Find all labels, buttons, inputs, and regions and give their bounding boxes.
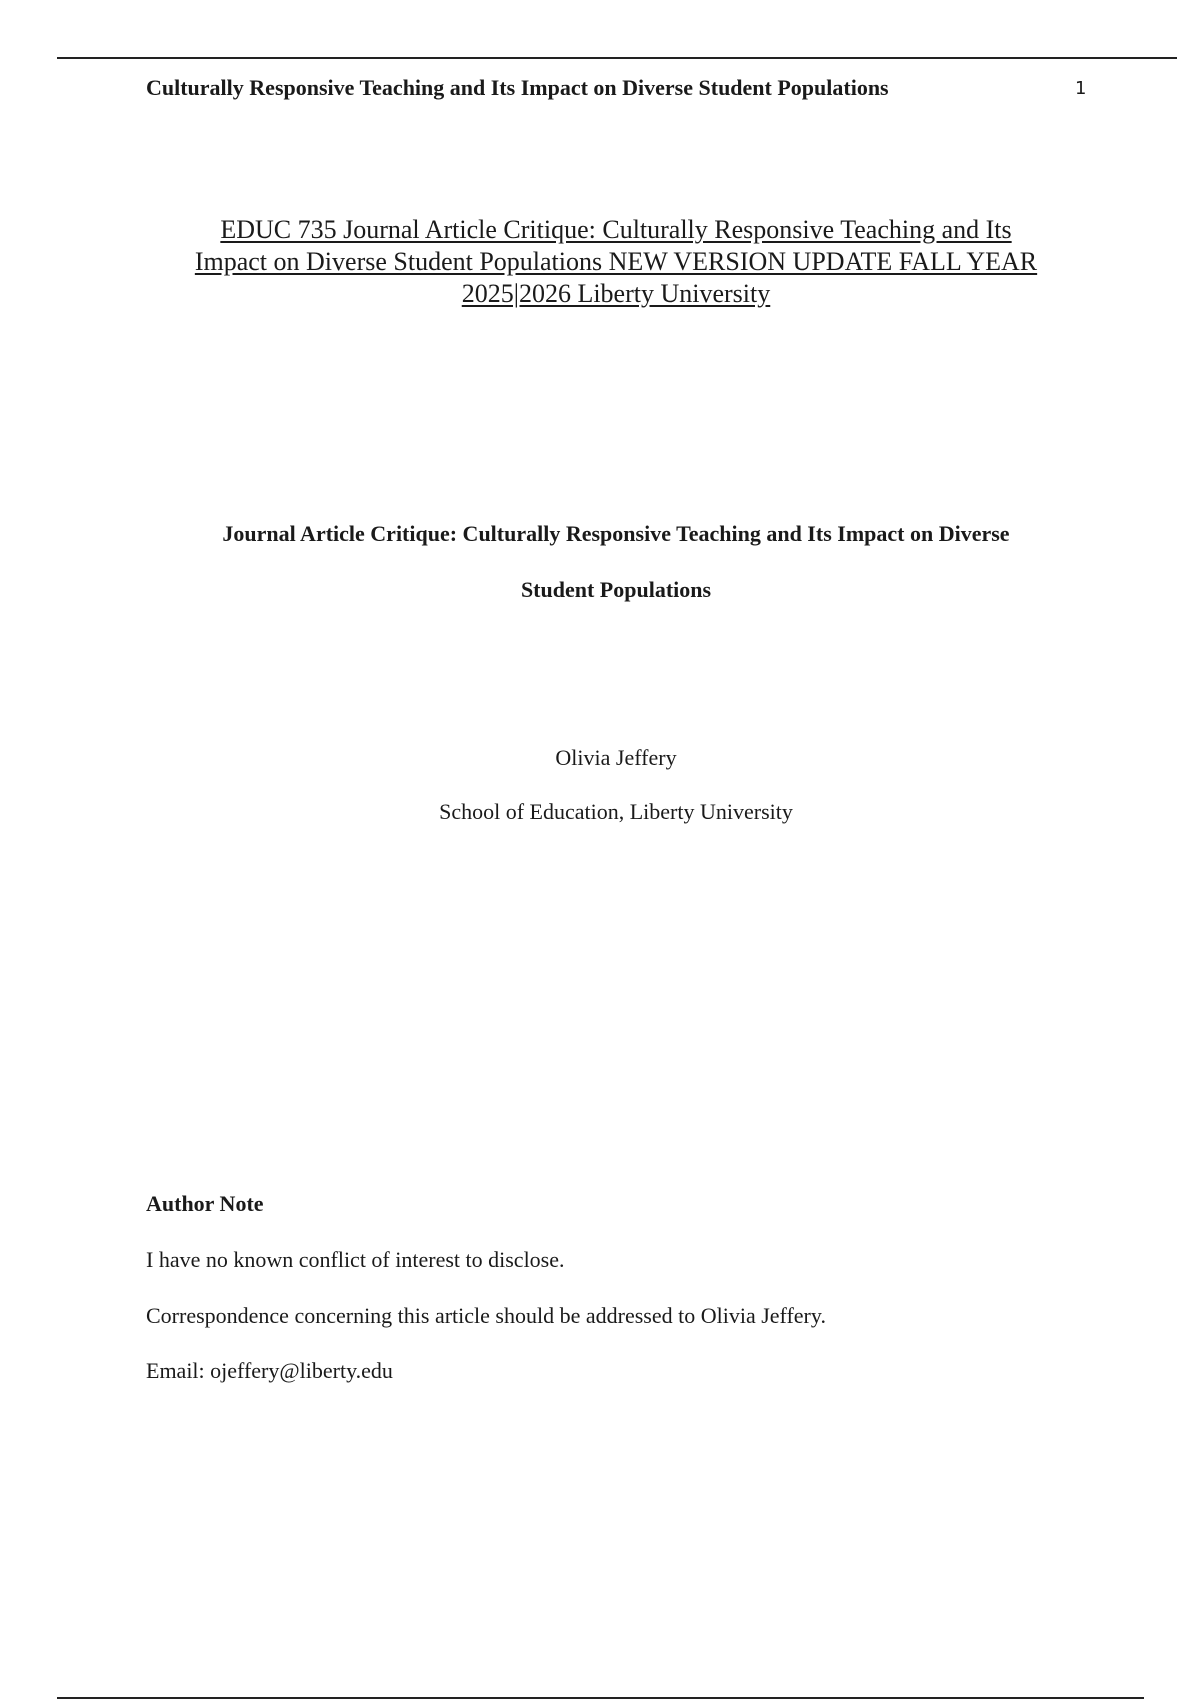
author-note-heading: Author Note: [146, 1191, 264, 1216]
paper-title-line-1: Journal Article Critique: Culturally Responsive Teaching and Its Impact on Diverse: [222, 521, 1010, 546]
page-number: 1: [1075, 78, 1087, 99]
bottom-rule: [57, 1697, 1144, 1699]
conflict-of-interest-statement: I have no known conflict of interest to disclose.: [146, 1247, 565, 1272]
document-title-line-1: EDUC 735 Journal Article Critique: Culturally Responsive Teaching and Its: [220, 215, 1012, 244]
paper-title-line-2: Student Populations: [520, 577, 712, 602]
document-title-line-2: Impact on Diverse Student Populations NEW VERSION UPDATE FALL YEAR: [194, 247, 1038, 276]
running-head: Culturally Responsive Teaching and Its Impact on Diverse Student Populations: [146, 75, 889, 100]
email-line: Email: ojeffery@liberty.edu: [146, 1358, 393, 1383]
document-title-line-3: 2025|2026 Liberty University: [461, 279, 771, 308]
correspondence-statement: Correspondence concerning this article should be addressed to Olivia Jeffery.: [146, 1303, 826, 1328]
top-rule: [57, 57, 1177, 59]
author-name: Olivia Jeffery: [555, 745, 677, 770]
author-affiliation: School of Education, Liberty University: [439, 799, 793, 824]
